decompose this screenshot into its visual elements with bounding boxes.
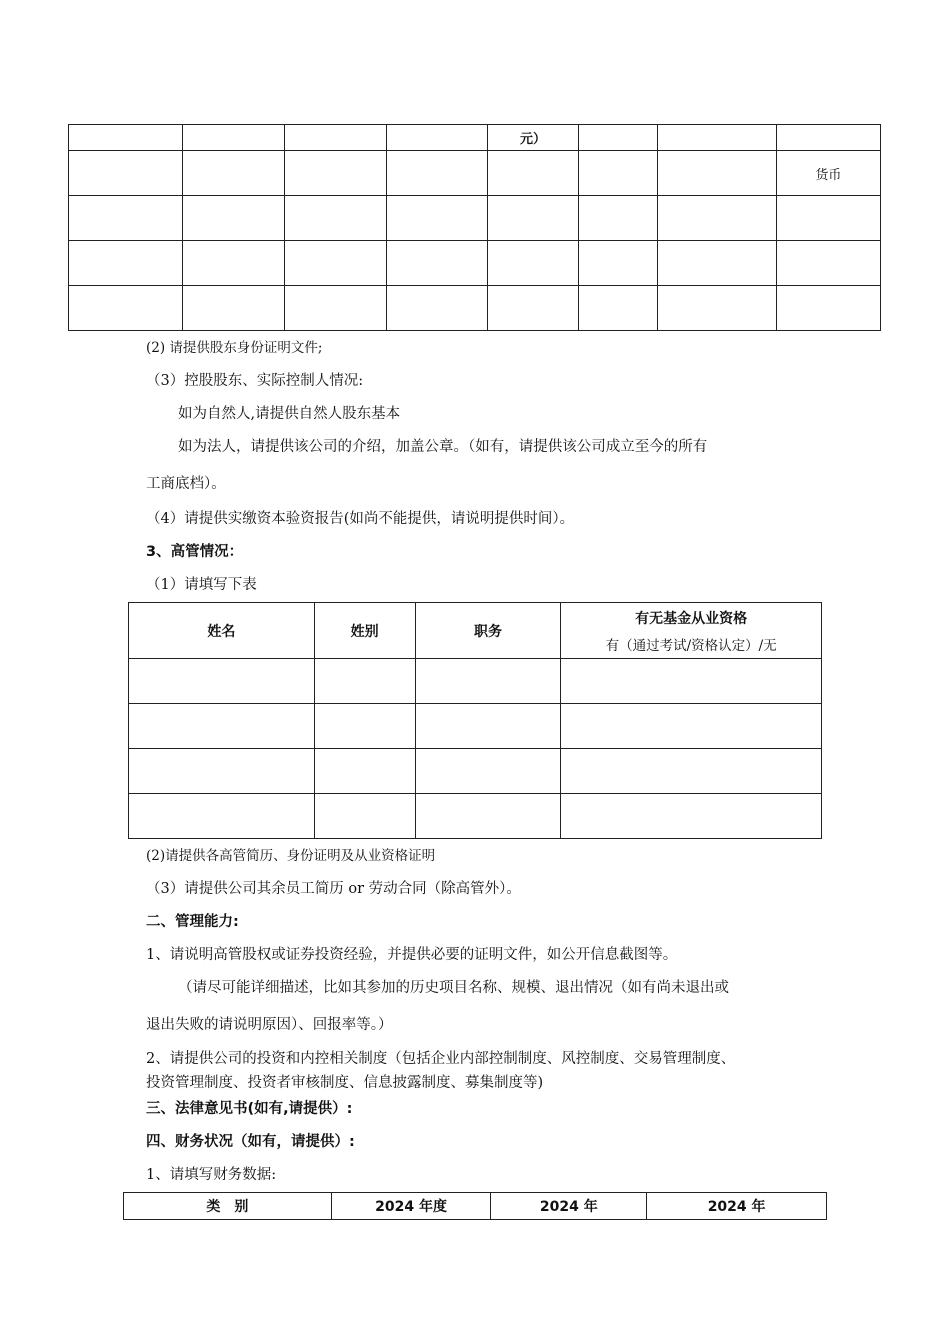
table-cell [69,286,183,331]
table-cell [314,704,415,749]
table-cell [415,659,561,704]
header-year-1: 2024 年度 [331,1193,491,1220]
header-gender: 姓别 [314,603,415,659]
table-row [69,196,881,241]
section-legal-heading: 三、法律意见书(如有,请提供）: [146,1101,353,1117]
table-cell [488,286,578,331]
table-cell [129,794,315,839]
table-cell [561,794,822,839]
table-row [129,659,822,704]
table-cell [183,125,285,151]
table-cell [129,749,315,794]
table-cell [285,241,387,286]
qualification-title: 有无基金从业资格 [635,610,748,627]
employee-docs-note: （3）请提供公司其余员工简历 or 劳动合同（除高管外）。 [146,881,521,897]
table-cell [657,286,776,331]
table-cell [387,241,488,286]
table-cell [578,241,657,286]
table-cell [776,241,880,286]
header-name: 姓名 [129,603,315,659]
finance-table [123,1192,827,1220]
table-cell [183,241,285,286]
table-cell [314,794,415,839]
table-cell [69,125,183,151]
table-cell [657,125,776,151]
header-fragment: 元） [488,125,578,151]
table-row [69,241,881,286]
table-row [69,286,881,331]
table-cell [285,125,387,151]
table-cell [561,659,822,704]
table-cell [387,286,488,331]
table-cell [387,151,488,196]
table-cell [285,151,387,196]
qualification-subtitle: 有（通过考试/资格认定）/无 [605,637,777,654]
table-cell [776,196,880,241]
section-executives-heading: 3、高管情况： [146,544,244,560]
table-cell [657,196,776,241]
table-cell [488,196,578,241]
table-row [129,704,822,749]
shareholder-id-note: (2) 请提供股东身份证明文件; [146,340,323,356]
table-cell [578,286,657,331]
experience-detail-note: （请尽可能详细描述，比如其参加的历史项目名称、规模、退出情况（如有尚未退出或 [178,980,729,996]
table-header-row [124,1193,827,1220]
fill-table-note: （1）请填写下表 [146,577,257,593]
section-finance-heading: 四、财务状况（如有，请提供）: [146,1134,355,1150]
experience-note: 1、请说明高管股权或证券投资经验，并提供必要的证明文件，如公开信息截图等。 [146,947,678,963]
table-row [69,125,881,151]
table-cell [488,151,578,196]
policy-note: 2、请提供公司的投资和内控相关制度（包括企业内部控制制度、风控制度、交易管理制度、 [146,1051,736,1067]
finance-data-note: 1、请填写财务数据: [146,1167,277,1183]
legal-person-note-cont: 工商底档）。 [146,476,226,492]
table-cell [415,794,561,839]
table-cell [387,125,488,151]
shareholder-table [68,124,881,331]
currency-cell: 货币 [776,151,880,196]
table-cell [285,286,387,331]
table-cell [129,704,315,749]
table-cell [776,286,880,331]
header-year-2: 2024 年 [491,1193,647,1220]
table-cell [415,749,561,794]
policy-note-cont: 投资管理制度、投资者审核制度、信息披露制度、募集制度等) [146,1075,544,1091]
experience-detail-cont: 退出失败的请说明原因）、回报率等。） [146,1017,393,1033]
table-cell [314,749,415,794]
table-cell [69,196,183,241]
table-cell [776,125,880,151]
table-row [129,794,822,839]
header-position: 职务 [415,603,561,659]
header-year-3: 2024 年 [647,1193,827,1220]
table-cell [578,196,657,241]
header-category: 类 别 [124,1193,332,1220]
executives-table [128,602,822,839]
table-row [129,749,822,794]
table-cell [657,151,776,196]
section-management-heading: 二、管理能力: [146,914,239,930]
table-cell [69,241,183,286]
table-row [69,151,881,196]
table-cell [488,241,578,286]
table-cell [561,749,822,794]
table-cell [387,196,488,241]
header-qualification [561,603,822,659]
table-cell [69,151,183,196]
legal-person-note: 如为法人，请提供该公司的介绍，加盖公章。（如有，请提供该公司成立至今的所有 [178,439,708,455]
capital-verification-note: （4）请提供实缴资本验资报告(如尚不能提供，请说明提供时间）。 [146,511,575,527]
table-cell [578,151,657,196]
table-cell [578,125,657,151]
table-cell [285,196,387,241]
table-cell [657,241,776,286]
executive-docs-note: (2)请提供各高管简历、身份证明及从业资格证明 [146,848,436,864]
table-cell [183,286,285,331]
table-cell [129,659,315,704]
table-header-row [129,603,822,659]
natural-person-note: 如为自然人,请提供自然人股东基本 [178,406,401,422]
table-cell [183,151,285,196]
controlling-shareholder-heading: （3）控股股东、实际控制人情况: [146,373,364,389]
table-cell [314,659,415,704]
table-cell [415,704,561,749]
table-cell [183,196,285,241]
table-cell [561,704,822,749]
